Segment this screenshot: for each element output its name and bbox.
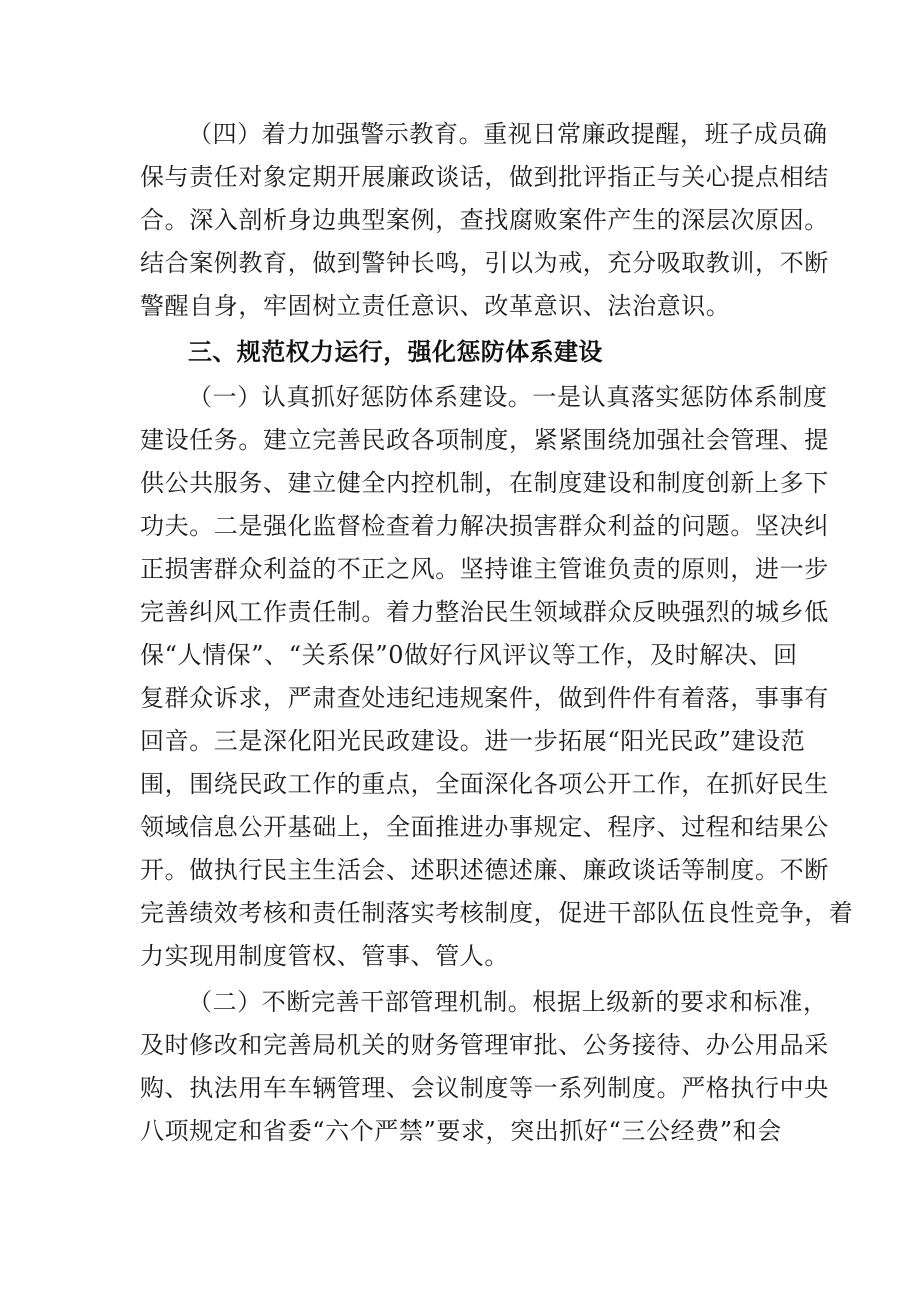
para1-line-1: （一）认真抓好惩防体系建设。一是认真落实惩防体系制度 [188, 383, 828, 411]
section4-line-1: （四）着力加强警示教育。重视日常廉政提醒，班子成员确 [188, 120, 828, 148]
section4-line-2: 保与责任对象定期开展廉政谈话，做到批评指正与关心提点相结 [140, 163, 829, 191]
para1-line-10: 围，围绕民政工作的重点，全面深化各项公开工作，在抓好民生 [140, 770, 829, 798]
para1-line-11: 领域信息公开基础上，全面推进办事规定、程序、过程和结果公 [140, 813, 829, 841]
section4-line-5: 警醒自身，牢固树立责任意识、改革意识、法治意识。 [140, 292, 731, 320]
para2-line-3: 购、执法用车车辆管理、会议制度等一系列制度。严格执行中央 [140, 1074, 829, 1102]
para1-line-7: 保“人情保”、“关系保”0做好行风评议等工作，及时解决、回 [140, 641, 798, 669]
section4-line-4: 结合案例教育，做到警钟长鸣，引以为戒，充分吸取教训，不断 [140, 249, 829, 277]
para1-line-8: 复群众诉求，严肃查处违纪违规案件，做到件件有着落，事事有 [140, 684, 829, 712]
section-heading: 三、规范权力运行，强化惩防体系建设 [188, 338, 603, 366]
para1-line-2: 建设任务。建立完善民政各项制度，紧紧围绕加强社会管理、提 [140, 426, 829, 454]
para1-line-3: 供公共服务、建立健全内控机制，在制度建设和制度创新上多下 [140, 469, 829, 497]
para2-line-4: 八项规定和省委“六个严禁”要求，突出抓好“三公经费”和会 [140, 1117, 782, 1145]
para2-line-2: 及时修改和完善局机关的财务管理审批、公务接待、办公用品采 [140, 1031, 829, 1059]
para1-line-5: 正损害群众利益的不正之风。坚持谁主管谁负责的原则，进一步 [140, 555, 829, 583]
section4-line-3: 合。深入剖析身边典型案例，查找腐败案件产生的深层次原因。 [140, 206, 829, 234]
para1-line-9: 回音。三是深化阳光民政建设。进一步拓展“阳光民政”建设范 [140, 727, 806, 755]
para1-line-4: 功夫。二是强化监督检查着力解决损害群众利益的问题。坚决纠 [140, 512, 829, 540]
para1-line-14: 力实现用制度管权、管事、管人。 [140, 942, 509, 970]
para1-line-12: 开。做执行民主生活会、述职述德述廉、廉政谈话等制度。不断 [140, 856, 829, 884]
para1-line-13: 完善绩效考核和责任制落实考核制度，促进干部队伍良性竞争，着 [140, 899, 854, 927]
para2-line-1: （二）不断完善干部管理机制。根据上级新的要求和标准， [188, 988, 828, 1016]
para1-line-6: 完善纠风工作责任制。着力整治民生领域群众反映强烈的城乡低 [140, 598, 829, 626]
